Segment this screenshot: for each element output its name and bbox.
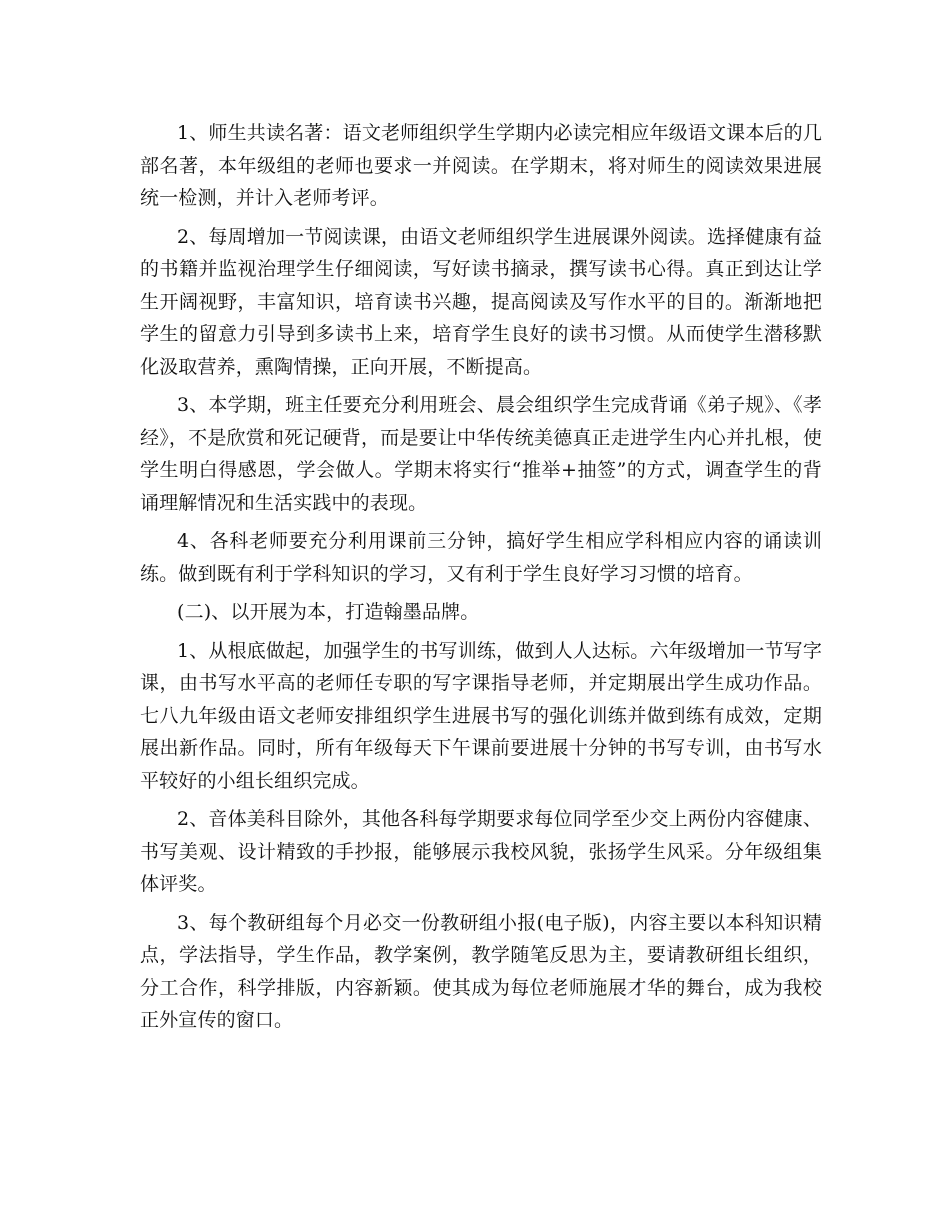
paragraph-reading-classics: 1、师生共读名著：语文老师组织学生学期内必读完相应年级语文课本后的几部名著，本年级组的老师也要求一并阅读。在学期末，将对师生的阅读效果进展统一检测，并计入老师考评。 <box>140 122 822 209</box>
paragraph-reading-class: 2、每周增加一节阅读课，由语文老师组织学生进展课外阅读。选择健康有益的书籍并监视治理学生仔细阅读，写好读书摘录，撰写读书心得。真正到达让学生开阔视野，丰富知识，培育读书兴趣，提高阅读及写作水平的目的。渐渐地把学生的留意力引导到多读书上来，培育学生良好的读书习惯。从而使学生潜移默化汲取营养，熏陶情操，正向开展，不断提高。 <box>140 225 822 378</box>
paragraph-handwritten-newspaper: 2、音体美科目除外，其他各科每学期要求每位同学至少交上两份内容健康、书写美观、设计精致的手抄报，能够展示我校风貌，张扬学生风采。分年级组集体评奖。 <box>140 808 822 895</box>
paragraph-recitation: 3、本学期，班主任要充分利用班会、晨会组织学生完成背诵《弟子规》、《孝经》，不是欣赏和死记硬背，而是要让中华传统美德真正走进学生内心并扎根，使学生明白得感恩，学会做人。学期末将实行“推举+抽签”的方式，调查学生的背诵理解情况和生活实践中的表现。 <box>140 394 822 514</box>
paragraph-writing-training: 1、从根底做起，加强学生的书写训练，做到人人达标。六年级增加一节写字课，由书写水平高的老师任专职的写字课指导老师，并定期展出学生成功作品。七八九年级由语文老师安排组织学生进展书写的强化训练并做到练有成效，定期展出新作品。同时，所有年级每天下午课前要进展十分钟的书写专训，由书写水平较好的小组长组织完成。 <box>140 639 822 792</box>
paragraph-research-newsletter: 3、每个教研组每个月必交一份教研组小报(电子版)，内容主要以本科知识精点，学法指导，学生作品，教学案例，教学随笔反思为主，要请教研组长组织，分工合作，科学排版，内容新颖。使其成为每位老师施展才华的舞台，成为我校正外宣传的窗口。 <box>140 911 822 1031</box>
document-body <box>140 117 822 1043</box>
section-heading-calligraphy: (二)、以开展为本，打造翰墨品牌。 <box>177 601 480 623</box>
paragraph-three-minutes: 4、各科老师要充分利用课前三分钟，搞好学生相应学科相应内容的诵读训练。做到既有利于学科知识的学习，又有利于学生良好学习习惯的培育。 <box>140 530 822 585</box>
